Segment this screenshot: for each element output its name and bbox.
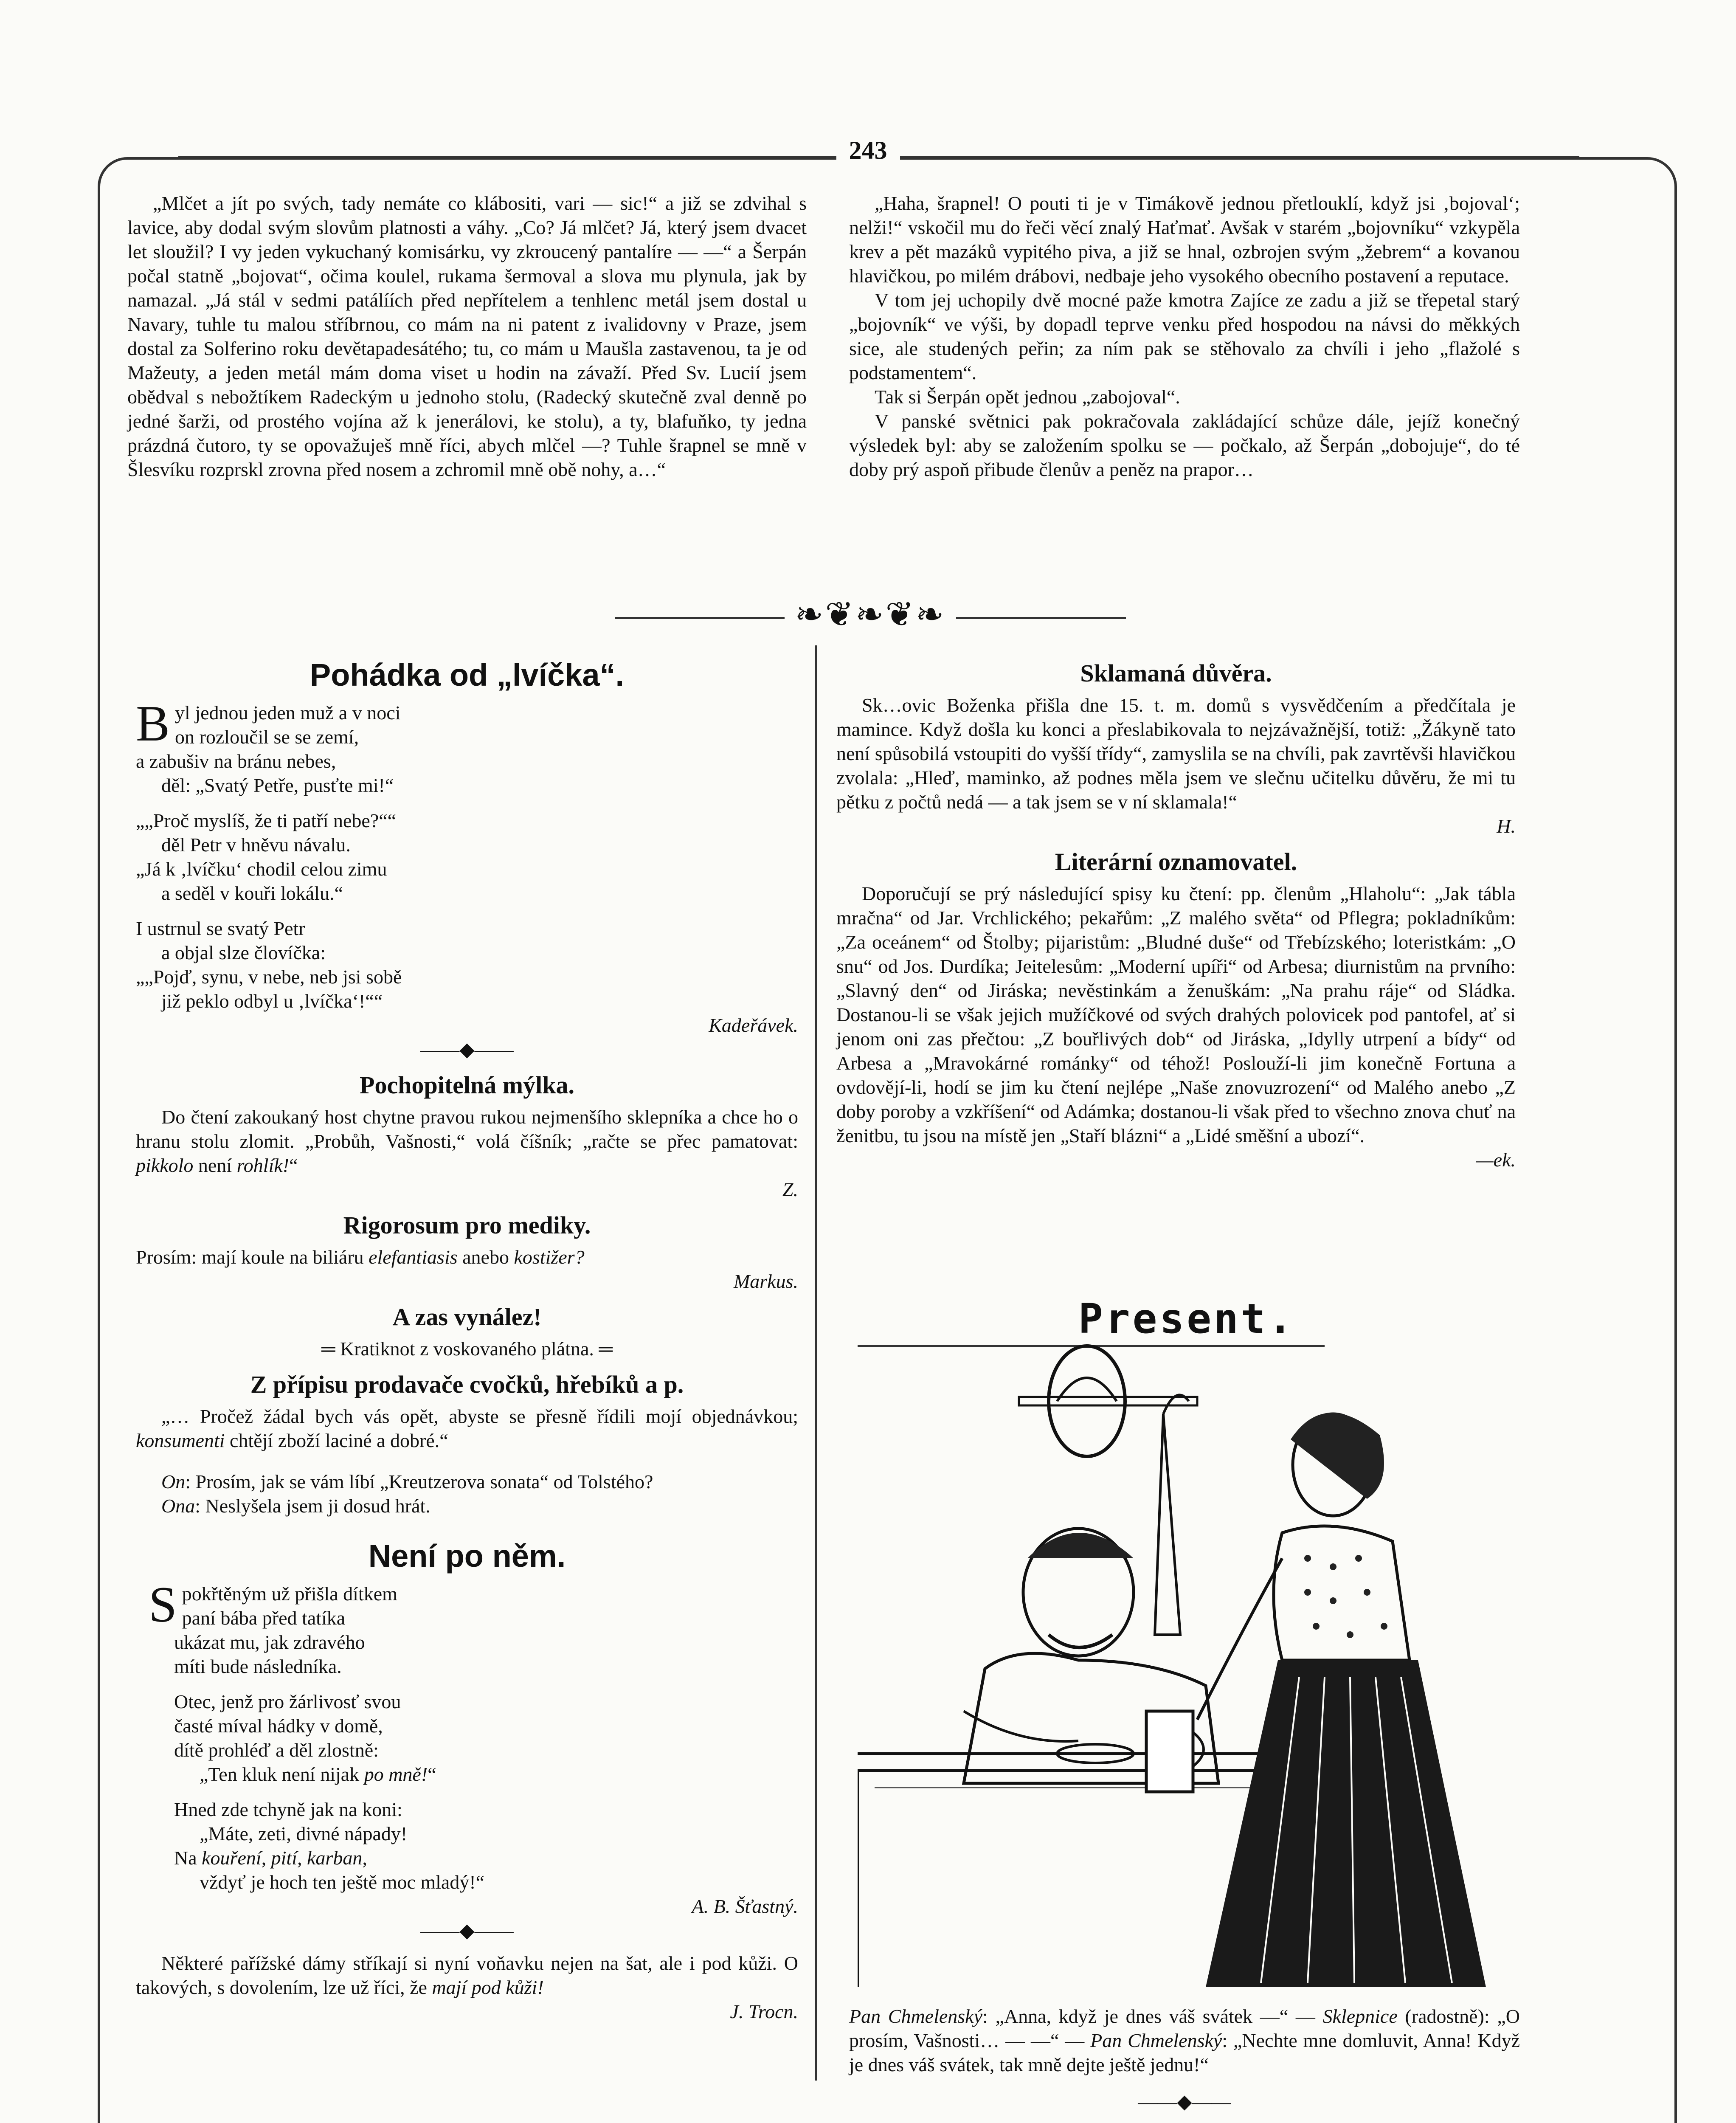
drop-cap: B	[136, 695, 170, 752]
article-text: Prosím: mají koule na biliáru elefantiasis anebo kostižer?	[136, 1246, 585, 1268]
drop-cap: S	[149, 1576, 177, 1633]
author: H.	[1497, 815, 1516, 837]
story-paragraph: V tom jej uchopily dvě mocné paže kmotra Zajíce ze zadu a již se třepetal starý „bojovník“ ve výši, by dopadl teprve venku před hospodou na návsi do měkkých sice, ale studených peřin; za ním pak se stěhovalo za chvíli i jeho „flažolé s podstamentem“.	[849, 289, 1520, 383]
author: J. Trocn.	[730, 2001, 798, 2022]
poem-line: paní bába před tatíka	[182, 1607, 346, 1629]
poem-line: a objal slze človíčka:	[161, 942, 326, 963]
poem	[136, 695, 798, 1013]
poem-line: Na kouření, pití, karban,	[174, 1847, 367, 1869]
poem-line: Hned zde tchyně jak na koni:	[174, 1799, 402, 1820]
article-text: ═ Kratiknot z voskovaného plátna. ═	[321, 1338, 613, 1360]
poem-line: dítě prohléď a děl zlostně:	[174, 1739, 379, 1761]
poem-line: a seděl v kouři lokálu.“	[161, 882, 343, 904]
poem-line: ukázat mu, jak zdravého	[174, 1631, 365, 1653]
dialog-line: On: Prosím, jak se vám líbí „Kreutzerova sonata“ od Tolstého?	[161, 1471, 653, 1492]
article-title: Sklamaná důvěra.	[1080, 659, 1272, 687]
poem-line: „„Pojď, synu, v nebe, neb jsi sobě	[136, 966, 402, 988]
story-paragraph: „Haha, šrapnel! O pouti ti je v Timákově jednou přetlouklí, když jsi ‚bojoval‘; nelži!“ vskočil mu do řeči věcí znalý Haťmať. Avšak v starém „bojovníku“ vzkypěla krev a pět mazáků vypitého piva, a již se hnal, ozbrojen svým „žebrem“ a kovanou hlavičkou, po milém drábovi, nedbaje jeho vysokého obecního postavení a reputace.	[849, 192, 1520, 287]
poem-line: Otec, jenž pro žárlivosť svou	[174, 1691, 401, 1712]
article-title: Není po něm.	[368, 1538, 566, 1574]
article-text: „… Pročež žádal bych vás opět, abyste se přesně řídili mojí objednávkou; konsumenti chtějí zboží laciné a dobré.“	[136, 1405, 798, 1451]
article-title: Z přípisu prodavače cvočků, hřebíků a p.	[250, 1371, 684, 1398]
article-title: Pohádka od „lvíčka“.	[309, 657, 625, 693]
poem-line: „„Proč myslíš, že ti patří nebe?““	[136, 810, 397, 831]
poem-line: míti bude následníka.	[174, 1656, 342, 1677]
poem-line: on rozloučil se se zemí,	[175, 726, 359, 748]
author: Markus.	[733, 1270, 798, 1292]
poem-line: vždyť je hoch ten ještě moc mladý!“	[200, 1871, 485, 1893]
dash-separator: ——◆——	[1138, 2091, 1231, 2112]
author: —ek.	[1476, 1149, 1516, 1171]
illustration-caption: Pan Chmelenský: „Anna, když je dnes váš svátek —“ — Sklepnice (radostně): „O prosím, Vašnosti… — —“ — Pan Chmelenský: „Nechte mne domluvit, Anna! Když je dnes váš svátek, tak mně dejte ještě jednu!“ ——◆——	[849, 2004, 1520, 2114]
ornament-divider: ❧❦❧❦❧	[509, 594, 1231, 634]
story-paragraph: V panské světnici pak pokračovala zakládající schůze dále, jejíž konečný výsledek byl: aby se založením spolku se — počkalo, až Šerpán „dobojuje“, do té doby prý aspoň přibude členův a peněz na prapor…	[849, 410, 1520, 480]
illustration-title: Present.	[1078, 1295, 1295, 1343]
dialog-line: Ona: Neslyšela jsem ji dosud hrát.	[161, 1495, 430, 1517]
poem-line: I ustrnul se svatý Petr	[136, 918, 305, 939]
article-text: Doporučují se prý následující spisy ku čtení: pp. členům „Hlaholu“: „Jak tábla mračna“ od Jar. Vrchlického; pekařům: „Z malého světa“ od Pflegra; pokladníkům: „Za oceánem“ od Štolby; pijaristům: „Bludné duše“ od Třebízského; loteristkám: „O snu“ od Jos. Durdíka; Jeitelesům: „Moderní upíři“ od Arbesa; diurnistům na prvního: „Slavný den“ od Jiráska; nevěstinkám a ženuškám: „Na prahu ráje“ od Sládka. Dostanou-li se však jejich mužíčkové od svých drahých polovicek pod pantofel, ať si jenom oni zas přečtou: „Z bouřlivých dob“ od Jiráska, „Idylly utrpení a bídy“ od Arbesa a „Mravokárné románky“ od téhož! Poslouží-li jim konečně Fortuna a ovdovějí-li, hodí se jim ku čtení nejlépe „Naše znovuzrození“ od Malého anebo „Z doby poroby a vzkříšení“ od Adámka; dostanou-li však před to všechno znova chuť na ženitbu, tu jsou na místě jen „Staří blázni“ a „Lidé směšní a ubozí“.	[836, 883, 1516, 1146]
poem-line: děl: „Svatý Petře, pusťte mi!“	[161, 774, 394, 796]
poem-line: „Máte, zeti, divné nápady!	[200, 1823, 408, 1844]
article-text: Sk…ovic Boženka přišla dne 15. t. m. domů s vysvědčením a předčítala je mamince. Když došla ku konci a přeslabikovala to nejzávažnější, totiž: „Žákyně tato není spůsobilá vstoupiti do vyšší třídy“, zamyslila se na chvíli, pak zavrtěvši hlavičkou zvolala: „Hleď, maminko, až podnes měla jsem ve slečnu učitelku důvěru, že mi tu pětku z počtů nedá — a tak jsem se v ní sklamala!“	[836, 694, 1516, 813]
poem-line: již peklo odbyl u ‚lvíčka‘!““	[161, 990, 383, 1012]
poem-line: yl jednou jeden muž a v noci	[175, 702, 401, 724]
right-lower-column	[836, 650, 1516, 1172]
poem-line: časté míval hádky v domě,	[174, 1715, 383, 1737]
poem-line: „Ten kluk není nijak po mně!“	[200, 1763, 436, 1785]
article-text: Do čtení zakoukaný host chytne pravou rukou nejmenšího sklepníka a chce ho o hranu stolu zlomit. „Probůh, Vašnosti,“ volá číšník; „račte se přec pamatovat: pikkolo není rohlík!“	[136, 1106, 798, 1176]
poem-line: pokřtěným už přišla dítkem	[182, 1583, 397, 1605]
article-title: Pochopitelná mýlka.	[360, 1071, 574, 1099]
poem-line: a zabušiv na bránu nebes,	[136, 750, 336, 772]
left-top-column	[127, 191, 807, 481]
left-lower-column	[136, 650, 798, 2024]
dash-separator: ——◆——	[420, 1920, 514, 1941]
column-separator	[815, 645, 817, 2081]
article-title: A zas vynález!	[392, 1303, 542, 1331]
author: A. B. Šťastný.	[692, 1895, 798, 1917]
author: Kadeřávek.	[709, 1014, 798, 1036]
story-paragraph: Tak si Šerpán opět jednou „zabojoval“.	[875, 386, 1180, 408]
poem-line: děl Petr v hněvu návalu.	[161, 834, 351, 856]
page-number: 243	[0, 136, 1736, 165]
right-top-column	[849, 191, 1520, 481]
cartoon-illustration	[858, 1337, 1494, 1987]
article-title: Rigorosum pro mediky.	[343, 1211, 591, 1239]
article-title: Literární oznamovatel.	[1055, 848, 1297, 876]
article-text: Některé pařížské dámy stříkají si nyní voňavku nejen na šat, ale i pod kůži. O takových, s dovolením, lze už říci, že mají pod kůži!	[136, 1952, 798, 1998]
author: Z.	[782, 1179, 798, 1200]
dash-separator: ——◆——	[420, 1039, 514, 1060]
story-paragraph: „Mlčet a jít po svých, tady nemáte co klábositi, vari — sic!“ a již se zdvihal s lavice, aby dodal svým slovům platnosti a váhy. „Co? Já mlčet? Já, který jsem dvacet let sloužil? I vy jeden vykuchaný komisárku, vy zkroucený pantalíre — —“ a Šerpán počal statně „bojovat“, očima koulel, rukama šermoval a slova mu plynula, jak by namazal. „Já stál v sedmi patálíích před nepřítelem a tenhlenc metál jsem dostal u Navary, tuhle tu malou stříbrnou, co mám na ni patent z ivalidovny v Praze, jsem dostal za Solferino roku devětapadesátého; tu, co mám u Maušla zastavenou, ta je od Mažeuty, a jeden metál mám doma viset u hodin na závaží. Před Sv. Lucií jsem obědval s nebožtíkem Radeckým u jednoho stolu, (Radecký skutečně zval denně po jedné šarži, od prostého vojína až k jenerálovi, ke stolu), a ty, blafuňko, ty jedna prázdná čutoro, ty se opovažuješ mně říci, abych mlčel —? Tuhle šrapnel se mně v Šlesvíku rozprskl zrovna před nosem a zchromil mně obě nohy, a…“	[127, 192, 807, 480]
poem-line: „Já k ‚lvíčku‘ chodil celou zimu	[136, 858, 387, 880]
poem	[136, 1576, 798, 1894]
